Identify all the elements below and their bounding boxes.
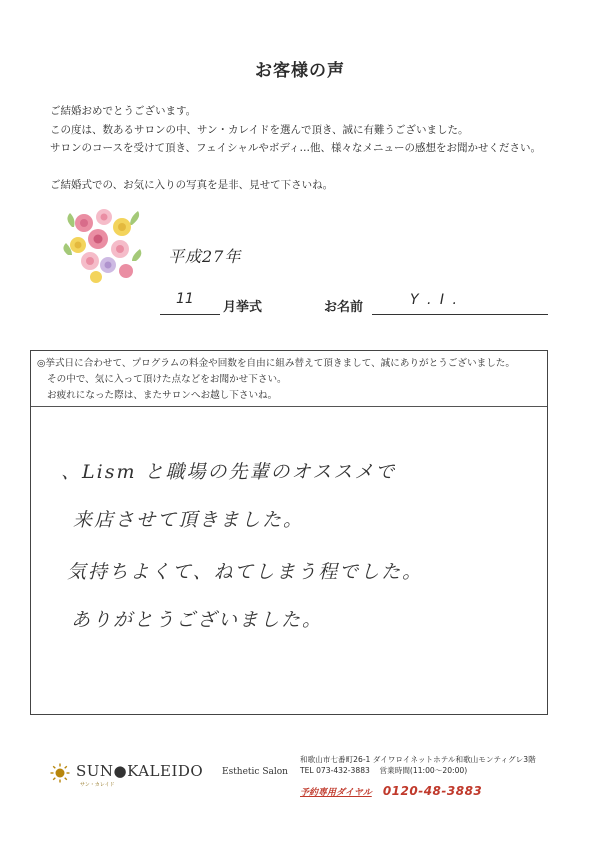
- brand-logo: SUN●KALEIDO: [76, 762, 204, 780]
- month-label: 月挙式: [223, 300, 263, 315]
- name-underline: [372, 314, 548, 315]
- prompt-line: その中で、気に入って頂けた点などをお聞かせ下さい。: [47, 374, 287, 385]
- business-hours: 営業時間(11:00～20:00): [379, 766, 468, 775]
- prompt-line: お疲れになった際は、またサロンへお越し下さいね。: [47, 390, 278, 401]
- flower-bouquet-icon: [62, 205, 144, 285]
- month-handwritten: 11: [176, 291, 194, 307]
- month-underline: [160, 314, 220, 315]
- footer: [0, 740, 600, 800]
- intro-line: この度は、数あるサロンの中、サン・カレイドを選んで頂き、誠に有難うございました。: [50, 123, 469, 136]
- intro-line: ご結婚おめでとうございます。: [50, 105, 197, 117]
- tel-number: TEL 073-432-3883: [300, 766, 370, 775]
- comment-prompt: [31, 351, 547, 407]
- intro-line: ご結婚式での、お気に入りの写真を是非、見せて下さいね。: [50, 178, 334, 191]
- handwritten-comment-line: 気持ちよくて、ねてしまう程でした。: [67, 561, 424, 583]
- handwritten-comment-line: 、Lism と職場の先輩のオススメで: [61, 461, 397, 483]
- brand-tagline: Esthetic Salon: [222, 767, 288, 777]
- reservation-phone: 0120-48-3883: [382, 784, 483, 798]
- name-label: お名前: [324, 300, 364, 315]
- handwritten-comment-line: 来店させて頂きました。: [73, 509, 305, 531]
- intro-line: サロンのコースを受けて頂き、フェイシャルやボディ…他、様々なメニューの感想をお聞かせください。: [50, 142, 541, 154]
- contact-line: [300, 765, 536, 776]
- year-handwritten: 平成27年: [168, 247, 242, 266]
- brand-subtitle: サン・カレイド: [80, 782, 115, 788]
- intro-text: [50, 102, 570, 194]
- prompt-line: ◎挙式日に合わせて、プログラムの料金や回数を自由に組み替えて頂きまして、誠にありがとうございました。: [37, 358, 515, 369]
- comment-box: [30, 350, 548, 715]
- salon-address: [300, 754, 536, 776]
- reservation-line: [300, 780, 482, 799]
- sun-icon: [50, 763, 70, 783]
- name-handwritten: Y . I .: [410, 292, 459, 308]
- page-title: お客様の声: [255, 61, 345, 81]
- handwritten-comment-line: ありがとうございました。: [71, 609, 324, 631]
- reservation-label: 予約専用ダイヤル: [300, 788, 372, 798]
- address-line: 和歌山市七番町26-1 ダイワロイネットホテル和歌山モンティグレ3階: [300, 755, 536, 764]
